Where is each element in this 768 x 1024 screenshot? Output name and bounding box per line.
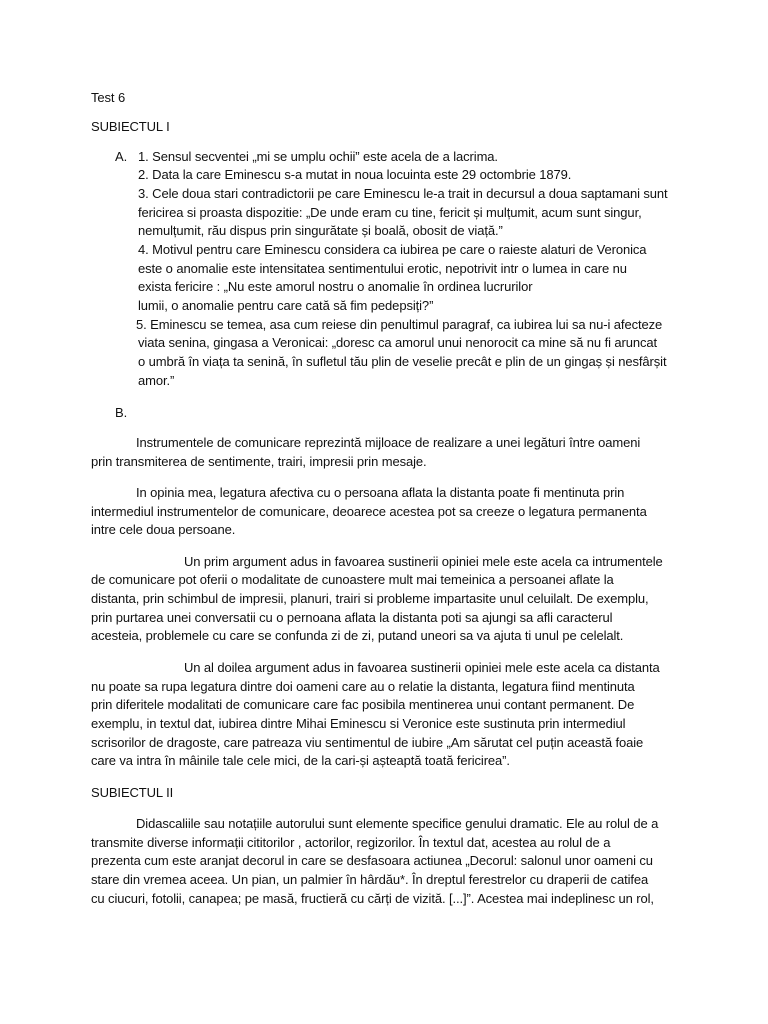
- list-item: 5. Eminescu se temea, asa cum reiese din penultimul paragraf, ca iubirea lui sa nu-i afecteze: [136, 317, 663, 332]
- paragraph-line: In opinia mea, legatura afectiva cu o persoana aflata la distanta poate fi mentinuta prin: [136, 485, 625, 500]
- list-item-line: exista fericire : „Nu este amorul nostru o anomalie în ordinea lucrurilor: [138, 279, 533, 294]
- list-item-line: este o anomalie este intensitatea sentimentului erotic, nepotrivit intr o lumea in care nu: [138, 261, 627, 276]
- paragraph-line: distanta, prin schimbul de impresii, planuri, trairi si probleme impartasite unul celuilalt. De exemplu,: [91, 591, 649, 606]
- list-item-line: o umbră în viața ta senină, în sufletul tău plin de veselie precât e plin de un gingaș și nesfârșit: [138, 354, 667, 369]
- paragraph-line: intermediul instrumentelor de comunicare, deoarece acestea pot sa creeze o legatura permanenta: [91, 504, 647, 519]
- paragraph-line: de comunicare pot oferii o modalitate de cunoastere mult mai temeinica a persoanei aflate la: [91, 572, 614, 587]
- paragraph-line: cu ciucuri, fotolii, canapea; pe masă, fructieră cu cărți de vizită. [...]”. Acestea mai indeplinesc un rol,: [91, 891, 654, 906]
- paragraph-line: intre cele doua persoane.: [91, 522, 236, 537]
- section-heading-subiectul-2: SUBIECTUL II: [91, 785, 174, 800]
- list-marker-b: B.: [115, 405, 128, 420]
- paragraph-line: stare din vremea aceea. Un pian, un palmier în hârdău*. În dreptul ferestrelor cu draperii de catifea: [91, 872, 649, 887]
- paragraph-line: Instrumentele de comunicare reprezintă mijloace de realizare a unei legături între oameni: [136, 435, 641, 450]
- paragraph-line: nu poate sa rupa legatura dintre doi oameni care au o relatie la distanta, legatura fiind mentinuta: [91, 679, 635, 694]
- paragraph-line: prin transmiterea de sentimente, trairi, impresii prin mesaje.: [91, 454, 427, 469]
- list-item: 4. Motivul pentru care Eminescu considera ca iubirea pe care o raieste alaturi de Veronica: [138, 242, 647, 257]
- paragraph-line: prin diferitele modalitati de comunicare care fac posibila mentinerea unui contant permanent. De: [91, 697, 635, 712]
- list-item: 3. Cele doua stari contradictorii pe care Eminescu le-a trait in decursul a doua saptamani sunt: [138, 186, 668, 201]
- paragraph-line: Un prim argument adus in favoarea sustinerii opiniei mele este acela ca intrumentele: [184, 554, 663, 569]
- paragraph-line: Un al doilea argument adus in favoarea sustinerii opiniei mele este acela ca distanta: [184, 660, 660, 675]
- paragraph-line: acesteia, problemele cu care se confunda zi de zi, putand uneori sa va ajuta ti unul pe celelalt.: [91, 628, 624, 643]
- list-item-line: viata senina, gingasa a Veronicai: „doresc ca amorul unui nenorocit ca mine să nu fi aruncat: [138, 335, 658, 350]
- list-item: 1. Sensul secventei „mi se umplu ochii” este acela de a lacrima.: [138, 149, 498, 164]
- document-title: Test 6: [91, 90, 126, 105]
- paragraph-line: care va intra în mâinile tale cele mici, de la cari-și așteaptă toată fericirea”.: [91, 753, 510, 768]
- paragraph-line: prin purtarea unei conversatii cu o pernoana aflata la distanta poti sa ajungi sa afli caracterul: [91, 610, 613, 625]
- list-item-line: fericirea si proasta dispozitie: „De unde eram cu tine, fericit și mulțumit, acum sunt singur,: [138, 205, 642, 220]
- section-heading-subiectul-1: SUBIECTUL I: [91, 119, 170, 134]
- paragraph-line: transmite diverse informații cititorilor , actorilor, regizorilor. În textul dat, acestea au rolul de a: [91, 835, 611, 850]
- list-item-line: amor.”: [138, 373, 175, 388]
- list-item-line: lumii, o anomalie pentru care cată să fim pedepsiți?”: [138, 298, 434, 313]
- list-marker-a: A.: [115, 149, 128, 164]
- paragraph-line: exemplu, in textul dat, iubirea dintre Mihai Eminescu si Veronice este sustinuta prin intermediul: [91, 716, 626, 731]
- paragraph-line: Didascaliile sau notațiile autorului sunt elemente specifice genului dramatic. Ele au rolul de a: [136, 816, 659, 831]
- paragraph-line: scrisorilor de dragoste, care patreaza viu sentimentul de iubire „Am sărutat cel puțin această foaie: [91, 735, 644, 750]
- list-item: 2. Data la care Eminescu s-a mutat in noua locuinta este 29 octombrie 1879.: [138, 167, 572, 182]
- paragraph-line: prezenta cum este aranjat decorul in care se desfasoara actiunea „Decorul: salonul unor oameni cu: [91, 853, 653, 868]
- list-item-line: nemulțumit, rău dispus prin singurătate și boală, obosit de viață.”: [138, 223, 503, 238]
